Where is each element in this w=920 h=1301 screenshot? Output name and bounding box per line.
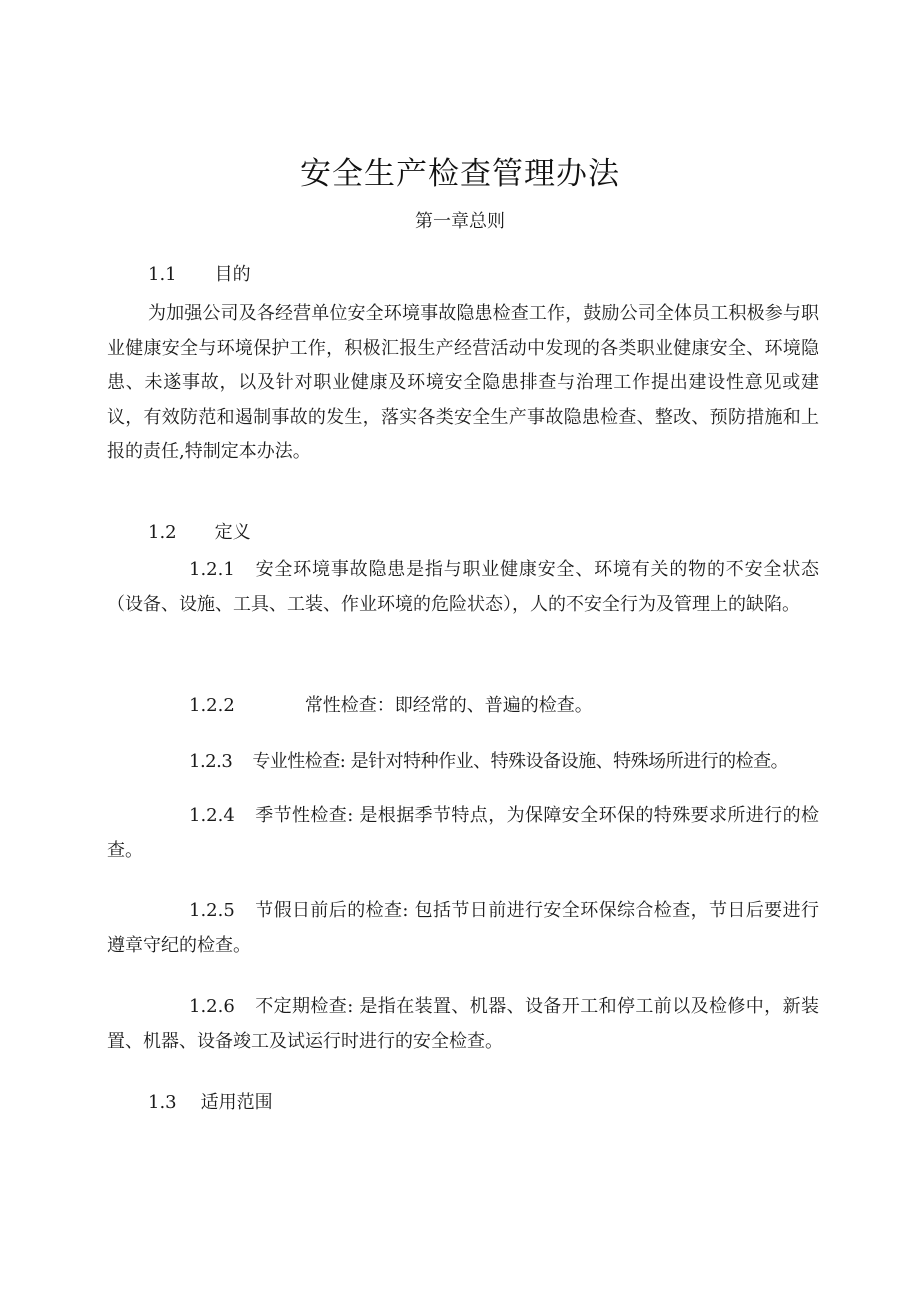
definition-number: 1.2.1 — [189, 559, 235, 580]
section-heading-purpose — [148, 258, 251, 292]
section-label: 适用范围 — [200, 1092, 273, 1113]
section-number: 1.3 — [148, 1092, 177, 1113]
definition-text: 常性检查：即经常的、普遍的检查。 — [304, 695, 593, 716]
definition-text: 不定期检查: 是指在装置、机器、设备开工和停工前以及检修中，新装置、机器、设备竣工及试运行时进行的安全检查。 — [107, 996, 819, 1052]
definition-item — [107, 553, 819, 622]
section-label: 目的 — [214, 264, 251, 285]
section-heading-scope — [148, 1086, 273, 1120]
definition-item — [107, 745, 819, 780]
purpose-paragraph-block — [107, 297, 819, 470]
purpose-paragraph: 为加强公司及各经营单位安全环境事故隐患检查工作，鼓励公司全体员工积极参与职业健康安全与环境保护工作，积极汇报生产经营活动中发现的各类职业健康安全、环境隐患、未遂事故，以及针对职业健康及环境安全隐患排查与治理工作提出建设性意见或建议，有效防范和遏制事故的发生，落实各类安全生产事故隐患检查、整改、预防措施和上报的责任,特制定本办法。 — [107, 303, 819, 462]
definition-number: 1.2.5 — [189, 900, 235, 921]
definition-item — [107, 990, 819, 1059]
definition-text: 专业性检查: 是针对特种作业、特殊设备设施、特殊场所进行的检查。 — [252, 751, 789, 772]
definition-number: 1.2.3 — [189, 751, 233, 772]
definition-text: 安全环境事故隐患是指与职业健康安全、环境有关的物的不安全状态（设备、设施、工具、工装、作业环境的危险状态），人的不安全行为及管理上的缺陷。 — [107, 559, 819, 615]
definition-text: 节假日前后的检查: 包括节日前进行安全环保综合检查，节日后要进行遵章守纪的检查。 — [107, 900, 819, 956]
section-label: 定义 — [214, 522, 251, 543]
definition-item — [107, 689, 819, 724]
page-title: 安全生产检查管理办法 — [300, 156, 620, 192]
definition-number: 1.2.6 — [189, 996, 235, 1017]
definition-number: 1.2.2 — [189, 695, 235, 716]
section-number: 1.2 — [148, 522, 177, 543]
chapter-heading: 第一章总则 — [415, 211, 505, 232]
definition-item — [107, 799, 819, 868]
definition-item — [107, 894, 819, 963]
definition-number: 1.2.4 — [189, 805, 235, 826]
definition-text: 季节性检查: 是根据季节特点，为保障安全环保的特殊要求所进行的检查。 — [107, 805, 819, 861]
section-heading-definition — [148, 516, 251, 550]
section-number: 1.1 — [148, 264, 177, 285]
